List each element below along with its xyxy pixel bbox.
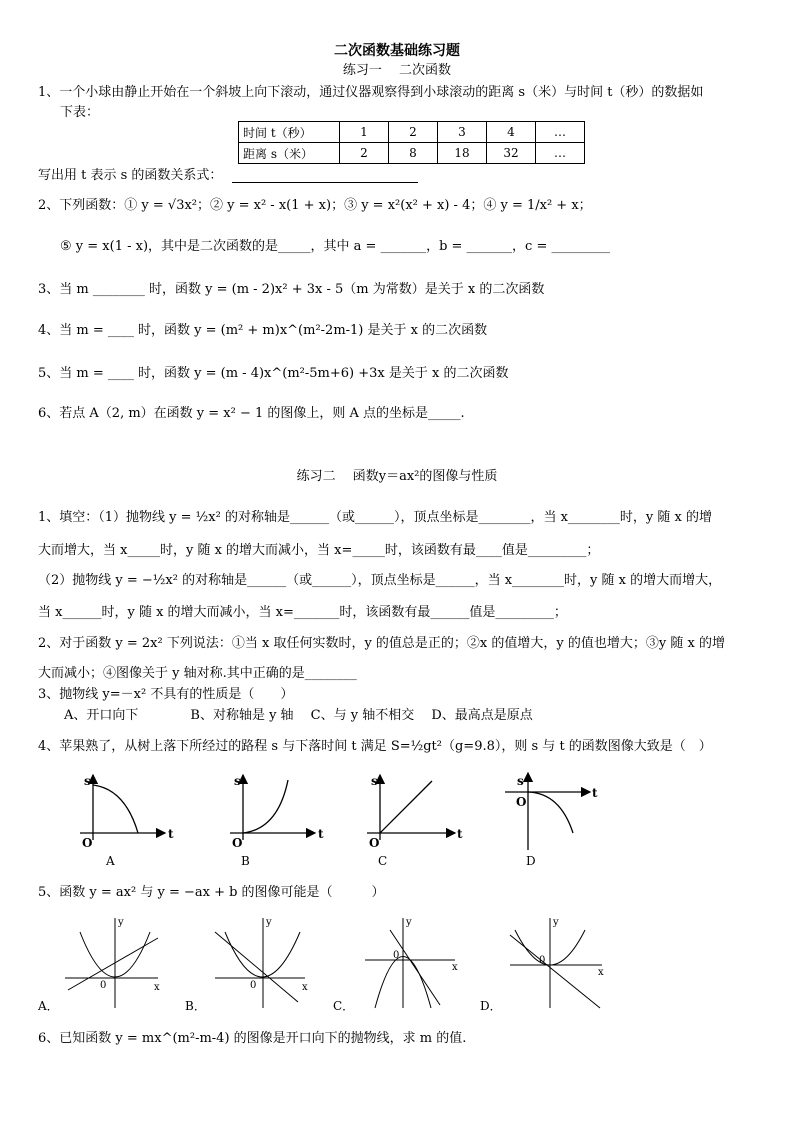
graph-option-a — [80, 774, 174, 868]
graph-option-b — [230, 774, 324, 868]
q2-line2: ⑤ y = x(1 - x)，其中是二次函数的是_____，其中 a = _______，b = _______，c = _________ — [60, 239, 610, 254]
graph-option-d — [505, 773, 598, 868]
q5-graphs — [30, 910, 630, 1020]
p2-q5: 5、函数 y = ax² 与 y = −ax + b 的图像可能是（ ） — [38, 885, 385, 900]
table-cell: 32 — [487, 143, 536, 164]
axis-label-t: t — [168, 827, 174, 841]
axis-label-y: y — [118, 917, 124, 928]
p2-q2-line2: 大而减小；④图像关于 y 轴对称.其中正确的是________ — [38, 666, 357, 681]
p2-q1-line4: 当 x______时，y 随 x 的增大而减小，当 x=_______时，该函数有最______值是_________； — [38, 605, 567, 620]
section-1-title: 练习一 二次函数 — [342, 63, 452, 78]
q1-line1: 1、一个小球由静止开始在一个斜坡上向下滚动，通过仪器观察得到小球滚动的距离 s（米）与时间 t（秒）的数据如 — [38, 85, 704, 100]
p2-q4: 4、苹果熟了，从树上落下所经过的路程 s 与下落时间 t 满足 S=½gt²（g=9.8），则 s 与 t 的函数图像大致是（ ） — [38, 739, 712, 754]
option-label: A — [106, 854, 115, 868]
graph-option-d — [480, 917, 604, 1013]
origin-label: O — [232, 836, 243, 850]
q1-ask: 写出用 t 表示 s 的函数关系式： — [38, 168, 223, 183]
p2-q1-line1: 1、填空：（1）抛物线 y = ½x² 的对称轴是______（或______），顶点坐标是________，当 x________时，y 随 x 的增 — [38, 510, 712, 525]
axis-label-x: x — [452, 962, 458, 973]
table-cell: 18 — [438, 143, 487, 164]
axis-label-y: y — [266, 917, 272, 928]
axis-label-y: y — [553, 917, 559, 928]
axis-label-t: t — [592, 786, 598, 800]
origin-label: 0 — [539, 955, 546, 966]
q6: 6、若点 A（2, m）在函数 y = x² − 1 的图像上，则 A 点的坐标是_____. — [38, 406, 465, 421]
table-cell: 距离 s（米） — [239, 143, 340, 164]
table-cell: 3 — [438, 122, 487, 143]
q4-graphs — [60, 765, 780, 875]
p2-q2-line1: 2、对于函数 y = 2x² 下列说法：①当 x 取任何实数时，y 的值总是正的；②x 的值增大，y 的值也增大；③y 随 x 的增 — [38, 636, 725, 651]
table-row — [239, 143, 585, 164]
q1-line2: 下表： — [60, 105, 100, 120]
p2-q1-line3: （2）抛物线 y = −½x² 的对称轴是______（或______），顶点坐标是______，当 x________时，y 随 x 的增大而增大， — [38, 573, 722, 588]
p2-q1-line2: 大而增大，当 x_____时，y 随 x 的增大而减小，当 x=_____时，该函数有最____值是_________； — [38, 543, 600, 558]
table-cell: 时间 t（秒） — [239, 122, 340, 143]
page-title: 二次函数基础练习题 — [334, 43, 460, 59]
axis-label-x: x — [302, 982, 308, 993]
p2-q6: 6、已知函数 y = mx^(m²-m-4) 的图像是开口向下的抛物线，求 m 的值. — [38, 1031, 467, 1046]
p2-q3-options: A、开口向下 B、对称轴是 y 轴 C、与 y 轴不相交 D、最高点是原点 — [64, 708, 533, 723]
table-cell: … — [536, 122, 585, 143]
graph-option-a — [37, 917, 160, 1013]
option-label: C． — [333, 999, 355, 1013]
table-cell: 2 — [389, 122, 438, 143]
axis-label-s: s — [517, 774, 524, 788]
origin-label: O — [82, 836, 93, 850]
table-cell: 8 — [389, 143, 438, 164]
axis-label-y: y — [406, 917, 412, 928]
axis-label-x: x — [154, 982, 160, 993]
axis-label-x: x — [598, 967, 604, 978]
axis-label-t: t — [318, 827, 324, 841]
origin-label: O — [516, 795, 527, 809]
q3: 3、当 m ________ 时，函数 y = (m - 2)x² + 3x - 5（m 为常数）是关于 x 的二次函数 — [38, 282, 545, 297]
table-cell: 4 — [487, 122, 536, 143]
q2-line1: 2、下列函数：① y = √3x²；② y = x² - x(1 + x)；③ y = x²(x² + x) - 4；④ y = 1/x² + x； — [38, 198, 592, 213]
data-table — [238, 121, 585, 164]
p2-q3: 3、抛物线 y=－x² 不具有的性质是（ ） — [38, 687, 294, 702]
origin-label: 0 — [393, 950, 400, 961]
q5: 5、当 m = ____ 时，函数 y = (m - 4)x^(m²-5m+6) +3x 是关于 x 的二次函数 — [38, 366, 509, 381]
table-cell: … — [536, 143, 585, 164]
origin-label: 0 — [100, 980, 107, 991]
axis-label-t: t — [457, 827, 463, 841]
option-label: C — [378, 854, 388, 868]
graph-option-b — [185, 917, 308, 1013]
option-label: B — [241, 854, 250, 868]
option-label: D． — [480, 999, 502, 1013]
answer-blank[interactable] — [232, 182, 418, 183]
option-label: B． — [185, 999, 206, 1013]
q4: 4、当 m = ____ 时，函数 y = (m² + m)x^(m²-2m-1) 是关于 x 的二次函数 — [38, 323, 488, 338]
graph-option-c — [333, 917, 458, 1013]
axis-label-s: s — [371, 774, 378, 788]
option-label: D — [526, 854, 536, 868]
origin-label: O — [369, 836, 380, 850]
origin-label: 0 — [250, 980, 257, 991]
option-label: A． — [38, 999, 59, 1013]
table-cell: 1 — [340, 122, 389, 143]
table-row — [239, 122, 585, 143]
graph-option-c — [367, 774, 463, 868]
axis-label-s: s — [234, 774, 241, 788]
section-2-title: 练习二 函数y＝ax²的图像与性质 — [296, 469, 498, 484]
table-cell: 2 — [340, 143, 389, 164]
axis-label-s: s — [84, 774, 91, 788]
